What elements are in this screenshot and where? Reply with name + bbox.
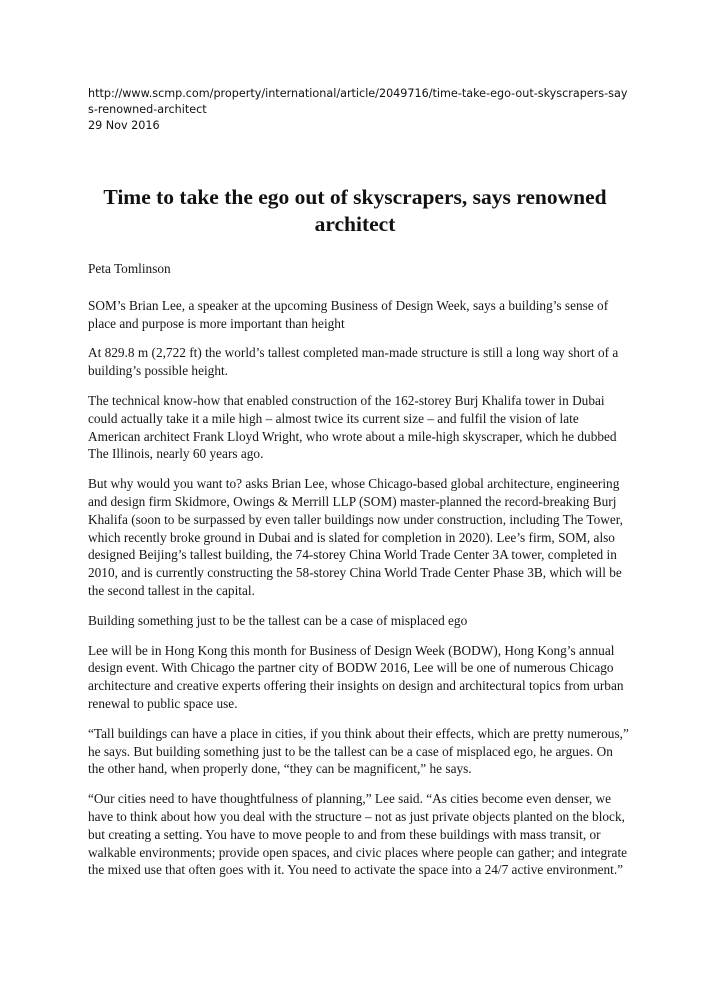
article-paragraph: But why would you want to? asks Brian Lee, whose Chicago-based global architecture, engineering and design firm Skidmore, Owings & Merrill LLP (SOM) master-planned the record-breaking Burj Khalifa (soon to be surpassed by even taller buildings now under construction, including The Tower, which recently broke ground in Dubai and is slated for completion in 2020). Lee’s firm, SOM, also designed Beijing’s tallest building, the 74-storey China World Trade Center 3A tower, completed in 2010, and is currently constructing the 58-storey China World Trade Center Phase 3B, which will be the second tallest in the capital. [88,476,623,598]
source-url: http://www.scmp.com/property/international/article/2049716/time-take-ego-out-skyscrapers-says-renowned-architect [88,87,628,116]
article-paragraph: “Our cities need to have thoughtfulness of planning,” Lee said. “As cities become even denser, we have to think about how you deal with the structure – not as just private objects planted on the block, but creating a setting. You have to move people to and from these buildings with mass transit, or walkable environments; provide open spaces, and civic places where people can gather; and integrate the mixed use that often goes with it. You need to activate the space into a 24/7 active environment.” [88,791,628,878]
article-subheading: Building something just to be the tallest can be a case of misplaced ego [88,612,468,628]
article-paragraph: At 829.8 m (2,722 ft) the world’s tallest completed man-made structure is still a long way short of a building’s possible height. [88,345,619,379]
publication-date: 29 Nov 2016 [88,119,160,132]
article-paragraph: The technical know-how that enabled construction of the 162-storey Burj Khalifa tower in Dubai could actually take it a mile high – almost twice its current size – and fulfil the vision of late American architect Frank Lloyd Wright, who wrote about a mile-high skyscraper, which he dubbed The Illinois, nearly 60 years ago. [88,392,617,462]
article-title: Time to take the ego out of skyscrapers, says renowned architect [103,185,607,236]
article-paragraph: SOM’s Brian Lee, a speaker at the upcoming Business of Design Week, says a building’s sense of place and purpose is more important than height [88,297,609,331]
article-body [88,260,630,891]
article-author: Peta Tomlinson [88,261,171,276]
article-paragraph: “Tall buildings can have a place in cities, if you think about their effects, which are pretty numerous,” he says. But building something just to be the tallest can be a case of misplaced ego, he argues. On the other hand, when properly done, “they can be magnificent,” he says. [88,725,629,777]
article-paragraph: Lee will be in Hong Kong this month for Business of Design Week (BODW), Hong Kong’s annual design event. With Chicago the partner city of BODW 2016, Lee will be one of numerous Chicago architecture and creative experts offering their insights on design and architectural topics from urban renewal to public space use. [88,642,624,711]
